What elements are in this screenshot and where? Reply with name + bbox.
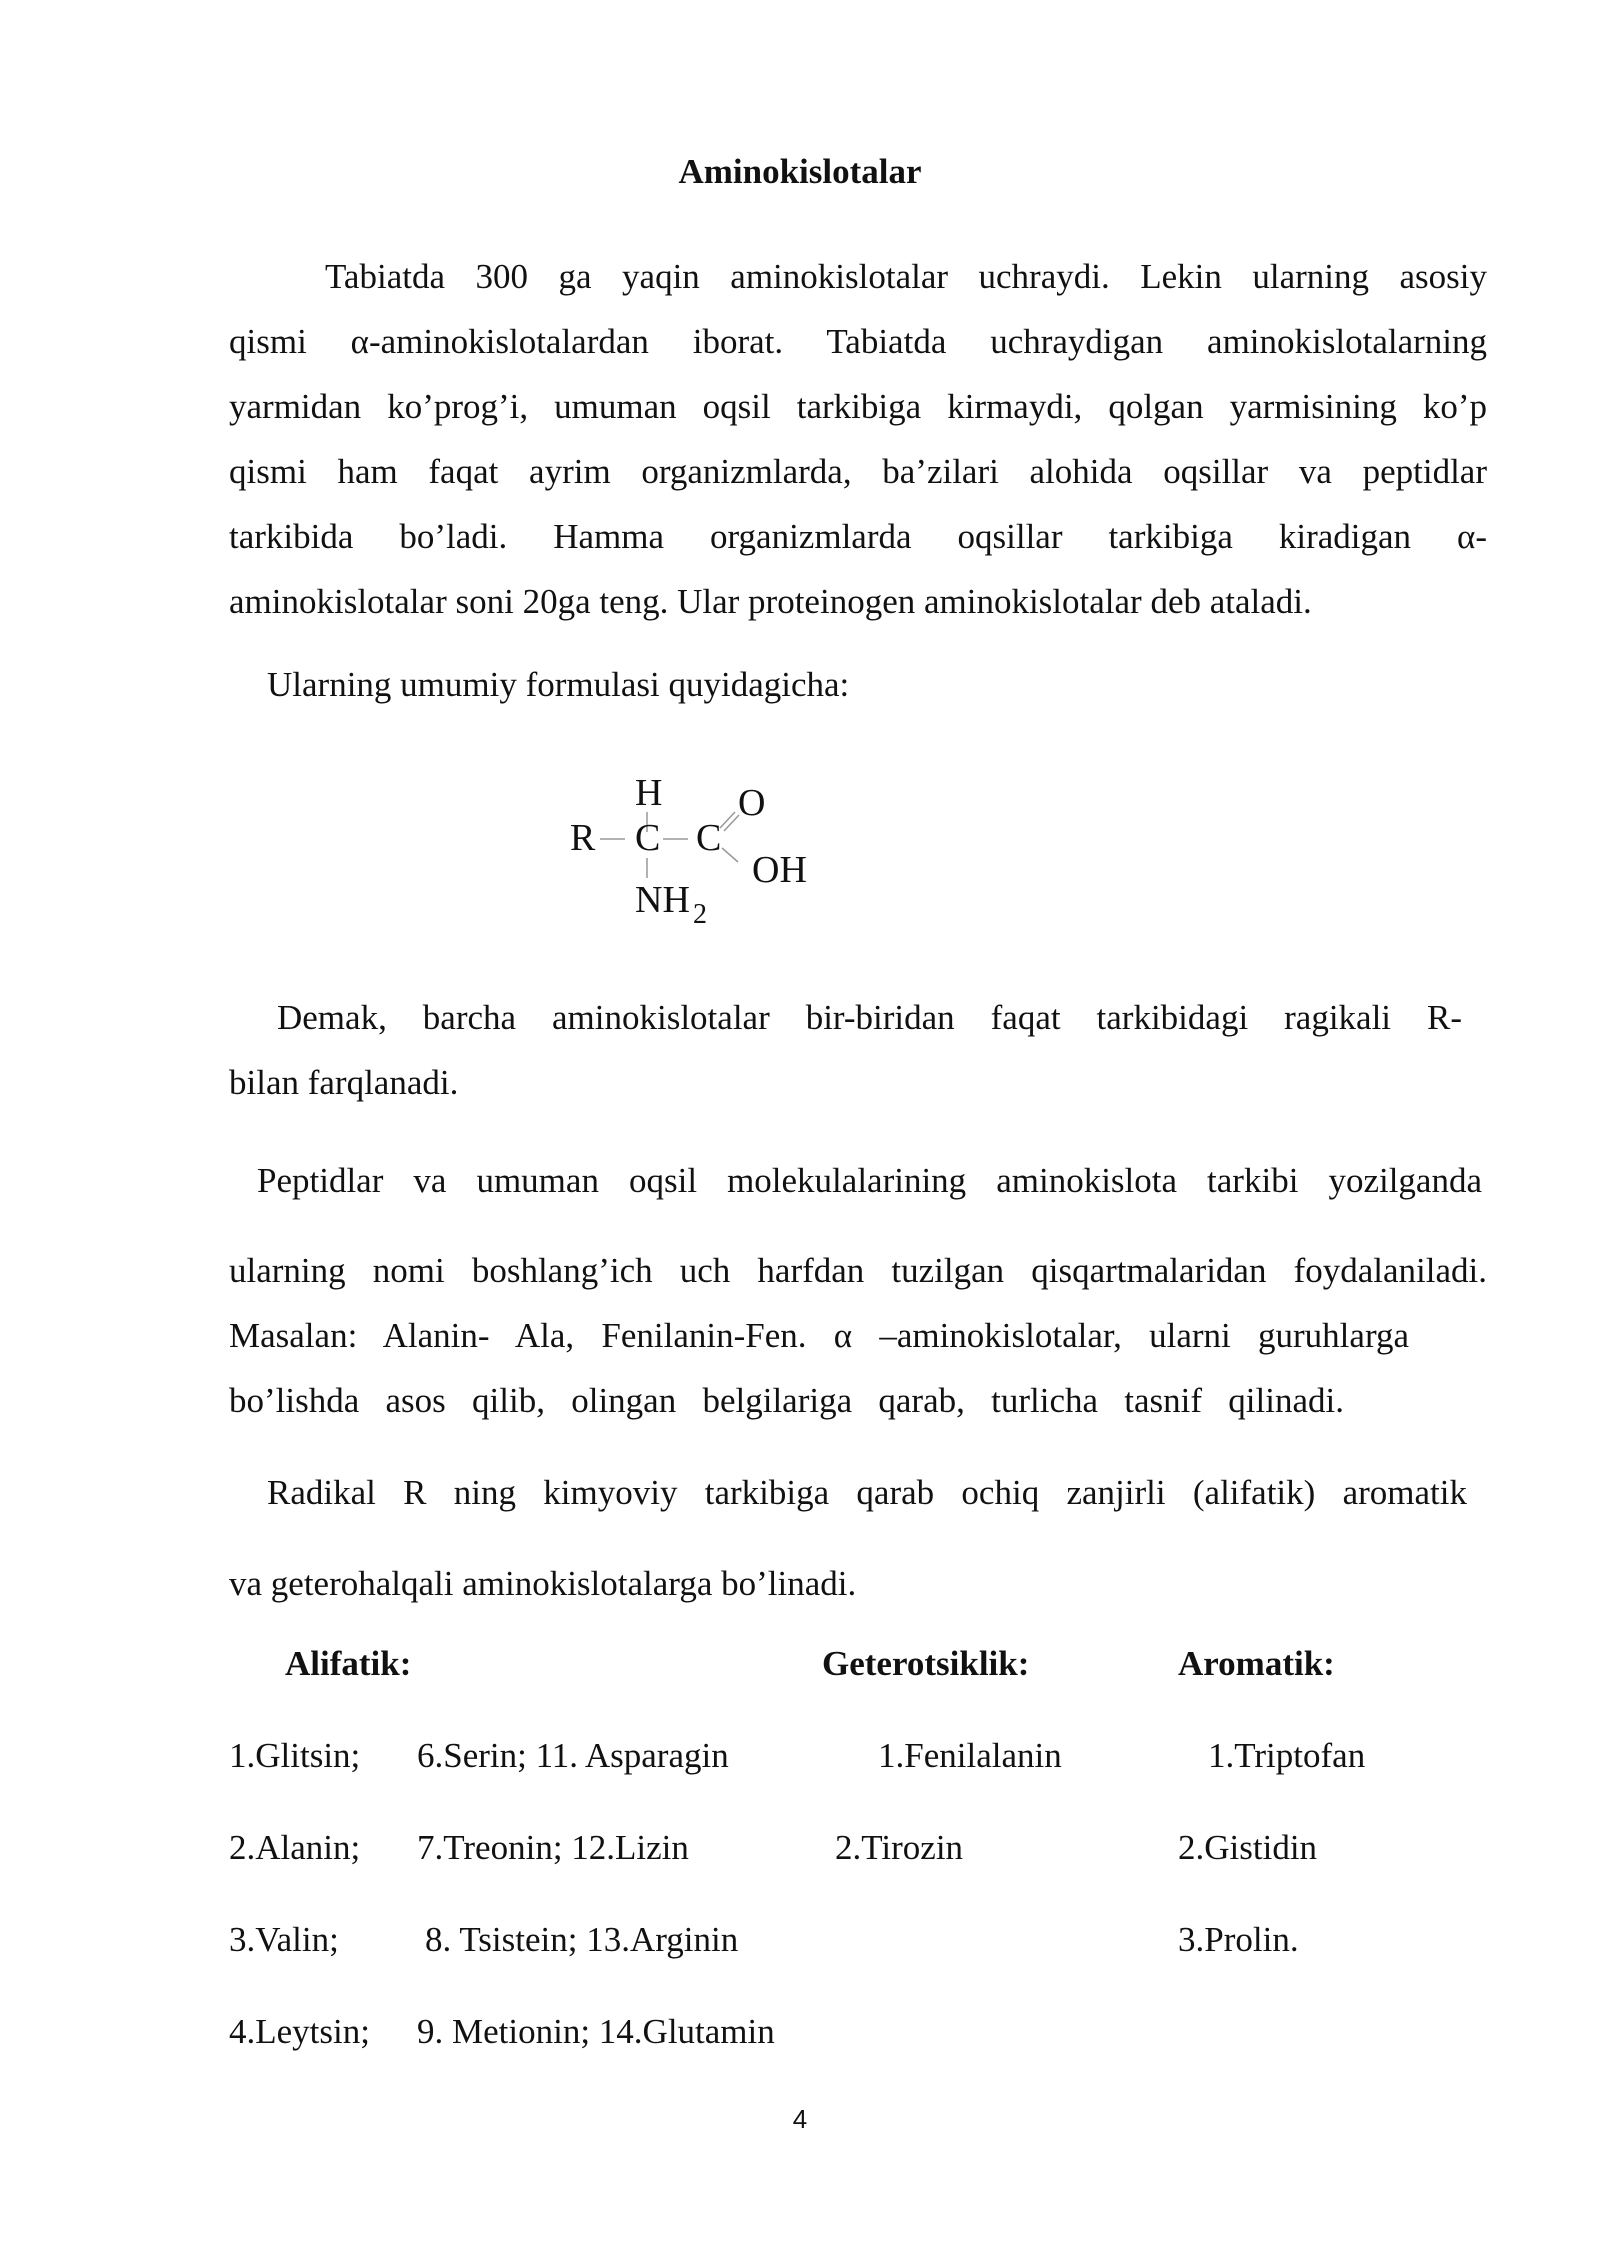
bond-line xyxy=(724,815,739,831)
paragraph-line: ularning nomi boshlang’ich uch harfdan tuzilgan qisqartmalaridan foydalaniladi. xyxy=(229,1251,1487,1290)
formula-subscript: 2 xyxy=(693,899,707,930)
list-item: 4.Leytsin; xyxy=(229,2012,370,2051)
paragraph-classification-first xyxy=(229,1460,1487,1525)
formula-oh: OH xyxy=(752,849,807,891)
bond-line xyxy=(722,848,738,862)
paragraph-line: qismi α-aminokislotalardan iborat. Tabiatda uchraydigan aminokislotalarning xyxy=(229,322,1487,361)
paragraph-line: Tabiatda 300 ga yaqin aminokislotalar uchraydi. Lekin ularning asosiy xyxy=(325,257,1487,296)
formula-r: R xyxy=(570,817,596,859)
paragraph-line: Masalan: Alanin- Ala, Fenilanin-Fen. α –aminokislotalar, ularni guruhlarga xyxy=(229,1316,1409,1355)
page-number: 4 xyxy=(792,2104,808,2134)
paragraph-classification-last: va geterohalqali aminokislotalarga bo’linadi. xyxy=(229,1564,857,1603)
paragraph-line: aminokislotalar soni 20ga teng. Ular proteinogen aminokislotalar deb ataladi. xyxy=(229,582,1312,621)
aliphatic-heading: Alifatik: xyxy=(285,1644,412,1683)
list-item: 6.Serin; 11. Asparagin xyxy=(417,1736,729,1775)
amino-acid-formula xyxy=(560,770,860,940)
paragraph-peptides xyxy=(229,1238,1487,1433)
paragraph-line: bo’lishda asos qilib, olingan belgilariga qarab, turlicha tasnif qilinadi. xyxy=(229,1381,1344,1420)
list-item: 9. Metionin; 14.Glutamin xyxy=(417,2012,775,2051)
formula-c2: C xyxy=(696,817,722,859)
list-item: 1.Triptofan xyxy=(1208,1736,1366,1775)
list-item: 2.Alanin; xyxy=(229,1828,361,1867)
paragraph-line: tarkibida bo’ladi. Hamma organizmlarda oqsillar tarkibiga kiradigan α- xyxy=(229,517,1487,556)
list-item: 3.Valin; xyxy=(229,1920,339,1959)
paragraph-line: bilan farqlanadi. xyxy=(229,1063,459,1102)
list-item: 1.Glitsin; xyxy=(229,1736,361,1775)
list-item: 7.Treonin; 12.Lizin xyxy=(417,1828,689,1867)
paragraph-radical xyxy=(229,985,1487,1115)
formula-o: O xyxy=(738,782,766,824)
formula-intro: Ularning umumiy formulasi quyidagicha: xyxy=(267,665,850,704)
list-item: 2.Gistidin xyxy=(1178,1828,1318,1867)
formula-h: H xyxy=(635,772,663,814)
list-item: 8. Tsistein; 13.Arginin xyxy=(425,1920,739,1959)
paragraph-line: qismi ham faqat ayrim organizmlarda, ba’zilari alohida oqsillar va peptidlar xyxy=(229,452,1487,491)
formula-nh: NH xyxy=(635,879,690,921)
paragraph-line: Demak, barcha aminokislotalar bir-biridan faqat tarkibidagi ragikali R- xyxy=(277,998,1462,1037)
heterocyclic-heading: Geterotsiklik: xyxy=(822,1644,1030,1683)
paragraph-intro xyxy=(229,244,1487,634)
list-item: 2.Tirozin xyxy=(835,1828,964,1867)
page-title: Aminokislotalar xyxy=(678,152,922,191)
formula-c1: C xyxy=(635,817,661,859)
bond-line xyxy=(720,812,735,828)
paragraph-peptides-first xyxy=(229,1148,1487,1213)
list-item: 3.Prolin. xyxy=(1178,1920,1299,1959)
list-item: 1.Fenilalanin xyxy=(878,1736,1062,1775)
paragraph-line: Peptidlar va umuman oqsil molekulalarining aminokislota tarkibi yozilganda xyxy=(257,1161,1482,1200)
paragraph-line: yarmidan ko’prog’i, umuman oqsil tarkibiga kirmaydi, qolgan yarmisining ko’p xyxy=(229,387,1487,426)
aromatic-heading: Aromatik: xyxy=(1178,1644,1335,1683)
paragraph-line: Radikal R ning kimyoviy tarkibiga qarab ochiq zanjirli (alifatik) aromatik xyxy=(267,1473,1467,1512)
